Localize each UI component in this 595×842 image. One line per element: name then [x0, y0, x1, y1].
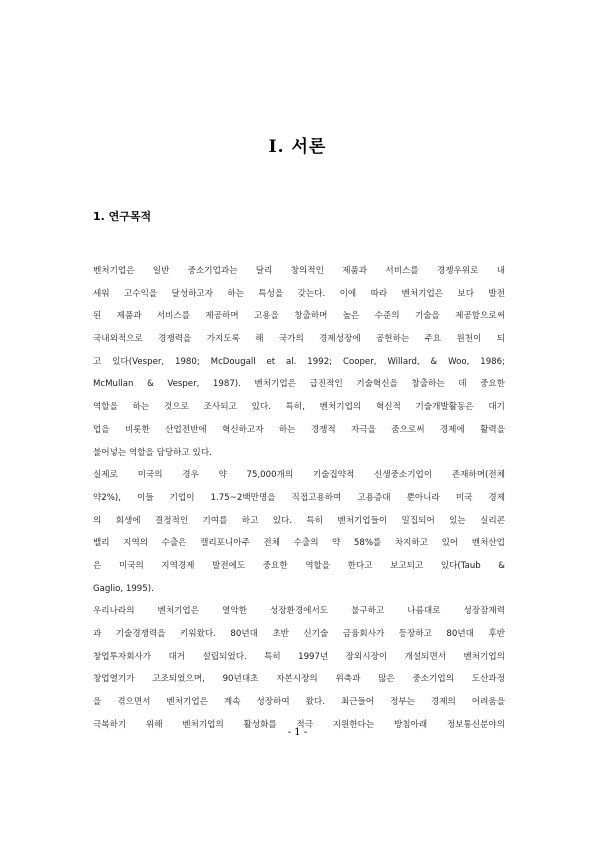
body-line: 창업열기가 고조되었으며, 90년대초 자본시장의 위축과 많은 중소기업의 도산과정: [93, 674, 505, 685]
body-line: Gaglio, 1995).: [93, 583, 154, 594]
body-line: 된 제품과 서비스를 제공하며 고용을 창출하며 높은 수준의 기술을 제공함으로써: [93, 311, 505, 322]
body-line: 은 미국의 지역경제 발전에도 중요한 역할을 한다고 보고되고 있다(Taub &: [93, 560, 505, 571]
section-heading: 1. 연구목적: [93, 210, 152, 223]
body-line: 세워 고수익을 달성하고자 하는 특성을 갖는다. 이에 따라 벤처기업은 보다 발전: [93, 288, 505, 299]
body-line: 을 겪으면서 벤처기업은 계속 성장하여 왔다. 최근들어 정부는 경제의 어려움을: [93, 697, 505, 708]
body-line: 불어넣는 역할을 담당하고 있다.: [93, 447, 212, 458]
body-line: 고 있다(Vesper, 1980; McDougall et al. 1992; Cooper, Willard, & Woo, 1986;: [93, 356, 505, 367]
body-line: 역할을 하는 것으로 조사되고 있다. 특히, 벤처기업의 혁신적 기술개발활동은 대기: [93, 402, 505, 413]
body-line: 극복하기 위해 벤처기업의 활성화를 적극 지원한다는 방침아래 정보통신분야의: [93, 719, 505, 730]
body-line: 업을 비롯한 산업전반에 혁신하고자 하는 경쟁적 자극을 줌으로써 경제에 활력을: [93, 424, 505, 435]
body-line: 밸리 지역의 수출은 캘리포니아주 전체 수출의 약 58%를 차지하고 있어 벤처산업: [93, 538, 505, 549]
body-line: 벤처기업은 일반 중소기업과는 달리 창의적인 제품과 서비스를 경쟁우위로 내: [93, 266, 505, 276]
body-line: 의 회생에 결정적인 기여를 하고 있다. 특히 벤처기업들이 밀집되어 있는 실리콘: [93, 515, 505, 526]
body-line: 창업투자회사가 대거 설립되었다. 특히 1997년 장외시장이 개설되면서 벤처기업의: [93, 651, 505, 662]
body-text: [93, 260, 505, 736]
body-line: 실제로 미국의 경우 약 75,000개의 기술집약적 신생중소기업이 존재하며(전체: [93, 470, 505, 481]
body-line: 우리나라의 벤처기업은 열악한 성장환경에서도 불구하고 나름대로 성장잠재력: [93, 606, 505, 617]
body-line: 국내외적으로 경쟁력을 가지도록 해 국가의 경제성장에 공헌하는 주요 원천이 되: [93, 334, 505, 345]
body-line: 과 기술경쟁력을 키워왔다. 80년대 초반 신기술 금융회사가 등장하고 80년대 후반: [93, 629, 505, 639]
body-line: 약2%), 이들 기업이 1.75~2백만명을 직접고용하여 고용증대 뿐아니라 미국 경제: [93, 492, 505, 503]
chapter-title: I. 서론: [268, 137, 327, 157]
body-line: McMullan & Vesper, 1987). 벤처기업은 급진적인 기술혁신을 창출하는 데 중요한: [93, 379, 505, 390]
page-number: - 1 -: [287, 727, 308, 738]
